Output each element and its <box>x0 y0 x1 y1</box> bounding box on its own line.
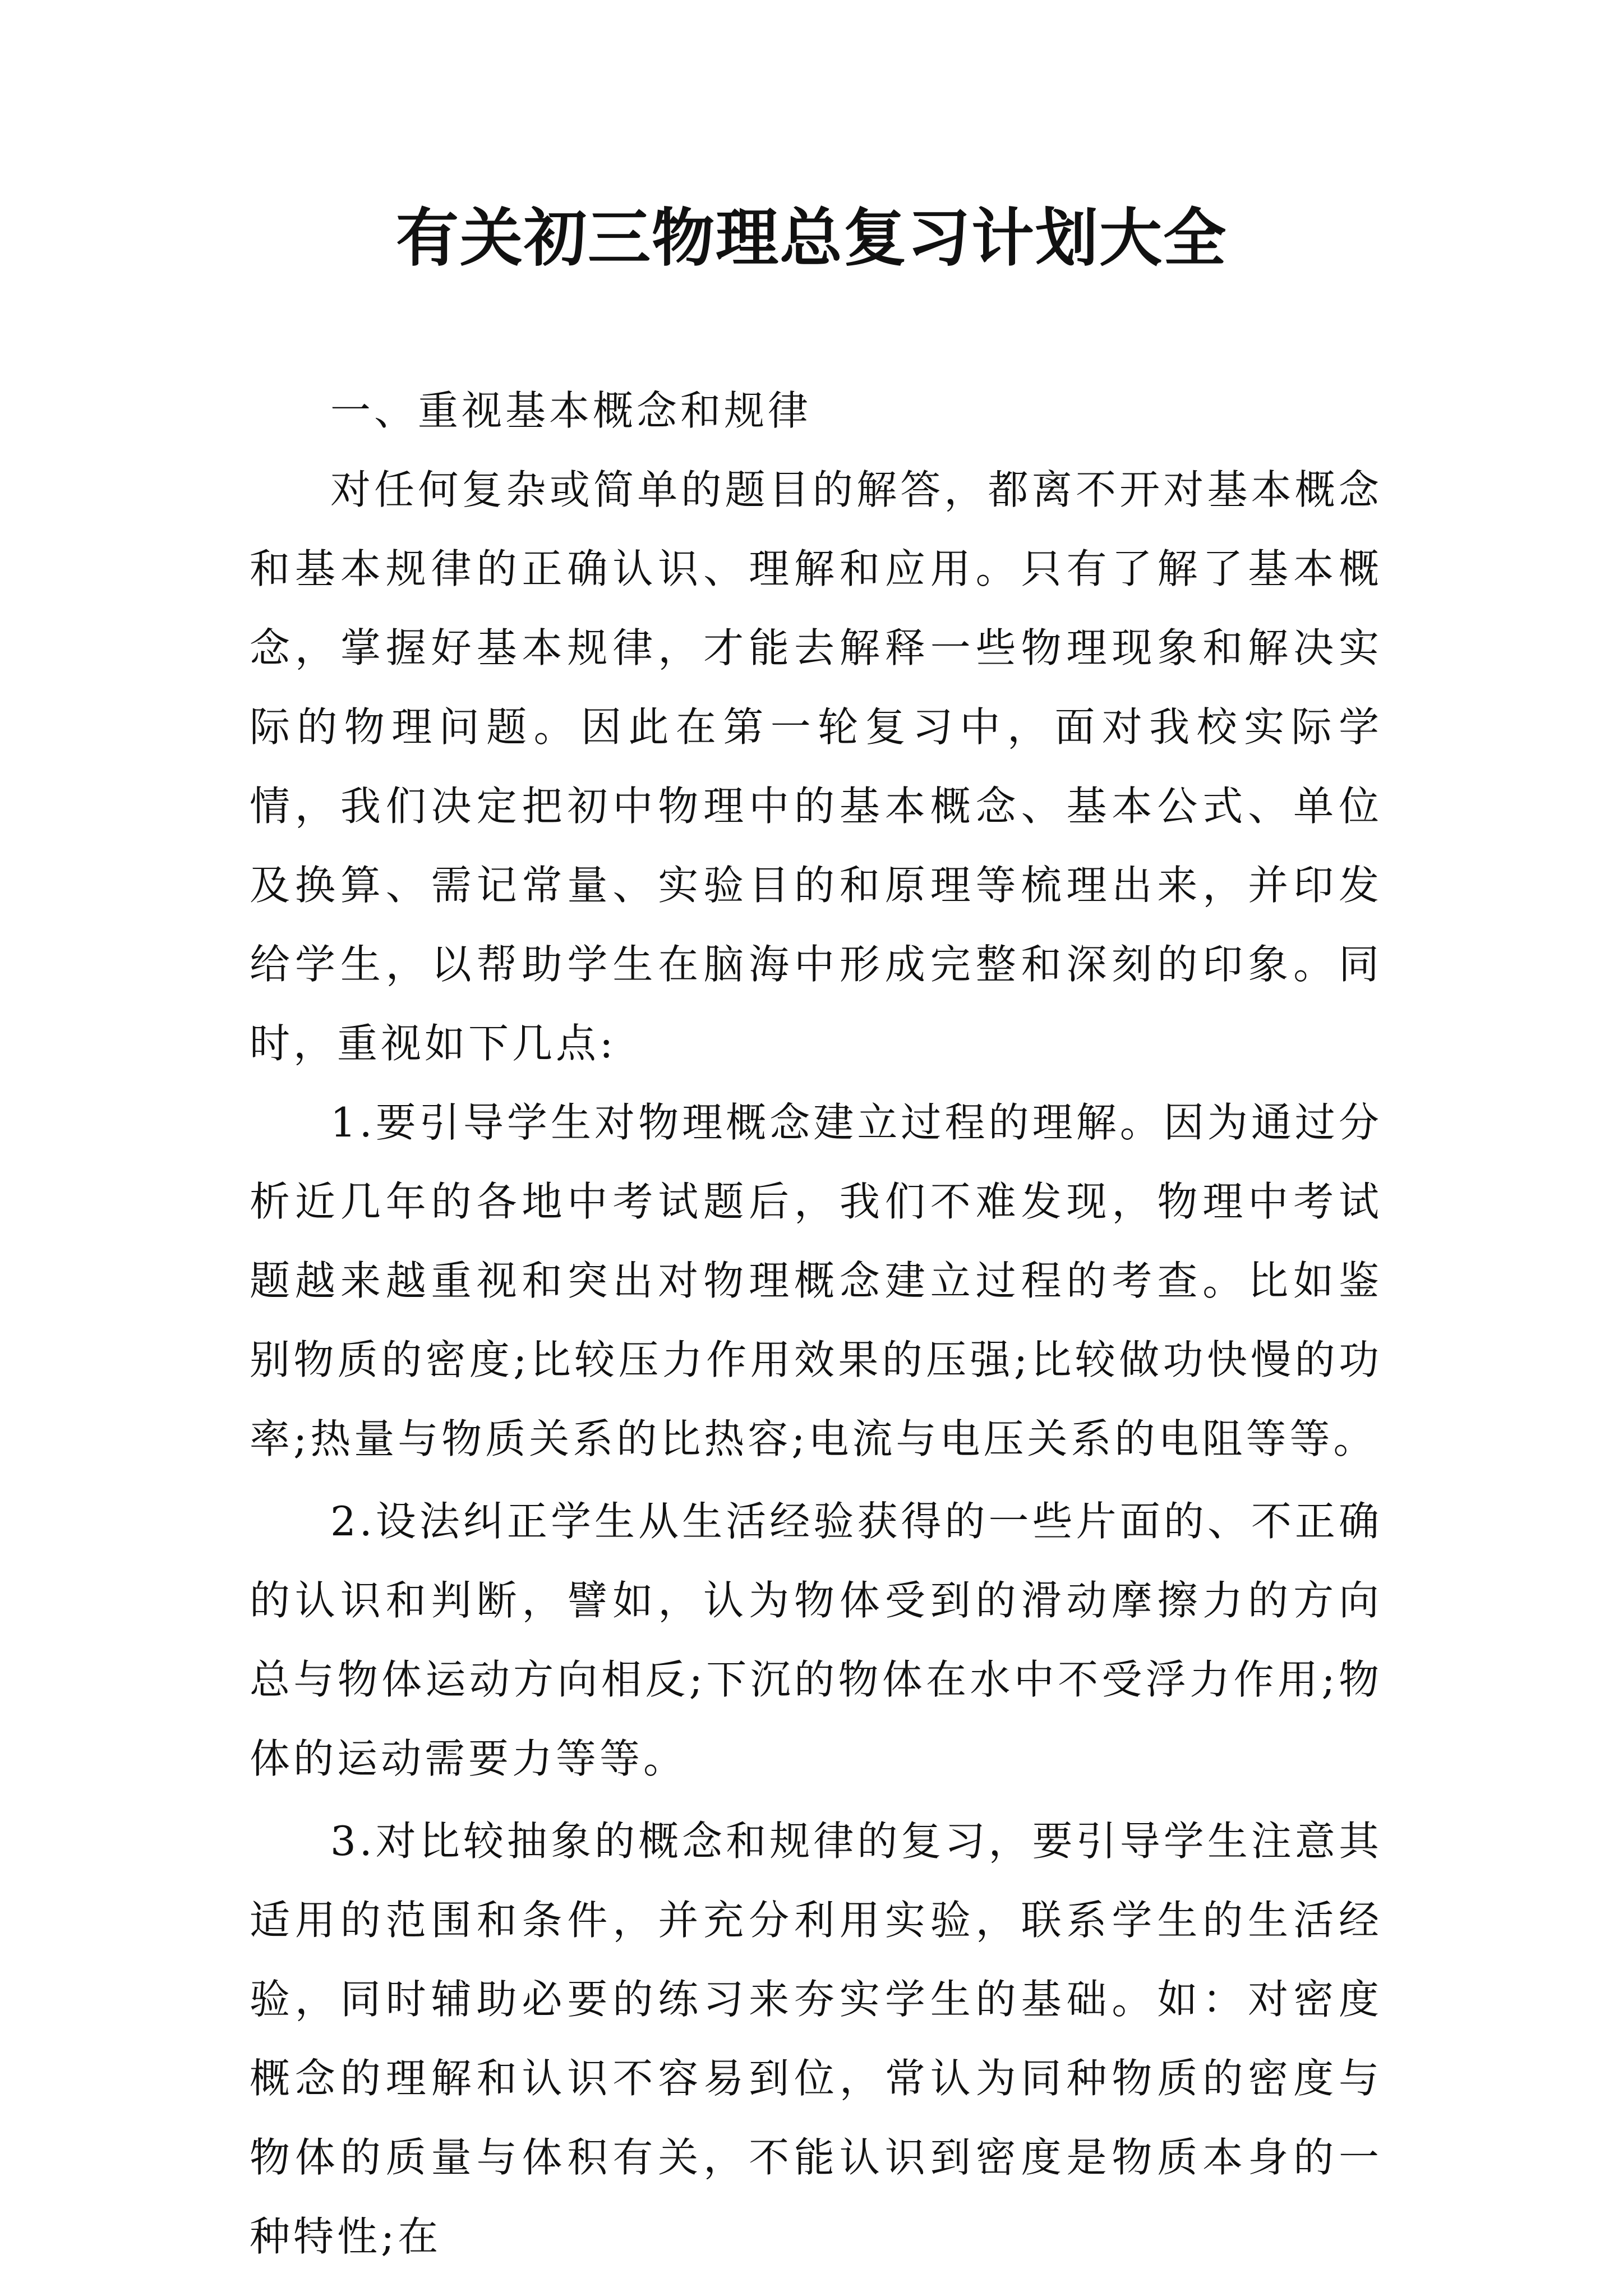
document-body <box>250 371 1382 2276</box>
section-heading: 一、重视基本概念和规律 <box>330 387 812 434</box>
paragraph: 对任何复杂或简单的题目的解答，都离不开对基本概念和基本规律的正确认识、理解和应用。只有了解了基本概念，掌握好基本规律，才能去解释一些物理现象和解决实际的物理问题。因此在第一轮复习中，面对我校实际学情，我们决定把初中物理中的基本概念、基本公式、单位及换算、需记常量、实验目的和原理等梳理出来，并印发给学生，以帮助学生在脑海中形成完整和深刻的印象。同时，重视如下几点: <box>250 466 1382 1067</box>
document-title: 有关初三物理总复习计划大全 <box>396 201 1227 275</box>
paragraph: 3.对比较抽象的概念和规律的复习，要引导学生注意其适用的范围和条件，并充分利用实验，联系学生的生活经验，同时辅助必要的练习来夯实学生的基础。如：对密度概念的理解和认识不容易到位，常认为同种物质的密度与物体的质量与体积有关，不能认识到密度是物质本身的一种特性;在 <box>250 1818 1382 2260</box>
paragraph: 1.要引导学生对物理概念建立过程的理解。因为通过分析近几年的各地中考试题后，我们不难发现，物理中考试题越来越重视和突出对物理概念建立过程的考查。比如鉴别物质的密度;比较压力作用效果的压强;比较做功快慢的功率;热量与物质关系的比热容;电流与电压关系的电阻等等。 <box>250 1099 1382 1462</box>
paragraph: 2.设法纠正学生从生活经验获得的一些片面的、不正确的认识和判断，譬如，认为物体受到的滑动摩擦力的方向总与物体运动方向相反;下沉的物体在水中不受浮力作用;物体的运动需要力等等。 <box>250 1498 1382 1782</box>
